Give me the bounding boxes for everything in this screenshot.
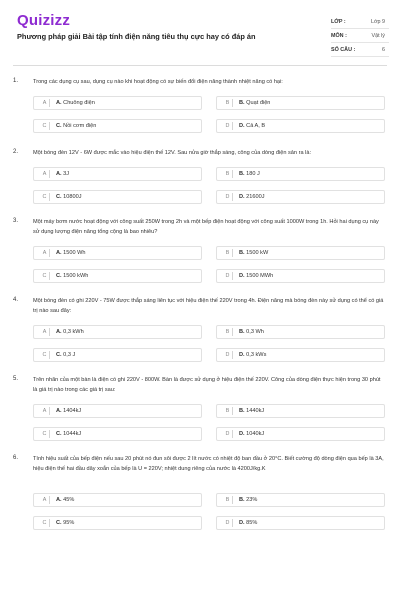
option-b[interactable] (216, 96, 385, 110)
option-label: A. (56, 250, 62, 256)
quizizz-logo[interactable]: Quizizz (17, 12, 71, 29)
header-divider (13, 65, 387, 66)
option-text (56, 191, 82, 203)
option-label: A. (56, 408, 62, 414)
question-number: 5. (13, 376, 19, 382)
option-label: D. (239, 273, 245, 279)
option-value: 1404kJ (63, 408, 82, 414)
option-letter: D (223, 351, 233, 359)
option-text (56, 405, 81, 417)
option-b[interactable] (216, 246, 385, 260)
option-value: 3J (63, 171, 70, 177)
option-a[interactable] (33, 167, 202, 181)
option-label: C. (56, 194, 62, 200)
option-letter: C (40, 351, 50, 359)
option-text (239, 120, 265, 132)
option-c[interactable] (33, 269, 202, 283)
option-letter: D (223, 519, 233, 527)
option-label: C. (56, 352, 62, 358)
option-text (239, 517, 257, 529)
option-d[interactable] (216, 190, 385, 204)
option-d[interactable] (216, 427, 385, 441)
meta-label: LỚP : (331, 18, 346, 25)
option-text (239, 168, 260, 180)
option-letter: B (223, 407, 233, 415)
option-text (56, 120, 96, 132)
option-text (239, 428, 264, 440)
option-letter: B (223, 249, 233, 257)
option-b[interactable] (216, 493, 385, 507)
question-number: 6. (13, 455, 19, 461)
meta-value: Vật lý (371, 32, 385, 39)
option-text (239, 191, 265, 203)
option-letter: D (223, 122, 233, 130)
option-label: A. (56, 171, 62, 177)
option-text (239, 97, 270, 109)
option-value: 0,3 J (63, 352, 76, 358)
option-letter: C (40, 272, 50, 280)
option-a[interactable] (33, 404, 202, 418)
question-number: 3. (13, 218, 19, 224)
option-letter: C (40, 122, 50, 130)
option-letter: A (40, 328, 50, 336)
option-d[interactable] (216, 348, 385, 362)
option-label: D. (239, 123, 245, 129)
option-label: D. (239, 520, 245, 526)
option-label: A. (56, 329, 62, 335)
option-text (56, 428, 81, 440)
option-a[interactable] (33, 325, 202, 339)
option-text (239, 247, 268, 259)
option-value: 0,3 Wh (246, 329, 264, 335)
question-number: 2. (13, 149, 19, 155)
option-text (239, 270, 273, 282)
option-b[interactable] (216, 167, 385, 181)
option-value: 85% (246, 520, 258, 526)
option-label: B. (239, 100, 245, 106)
option-letter: C (40, 193, 50, 201)
option-letter: A (40, 170, 50, 178)
question-text: Tính hiệu suất của bếp điện nếu sau 20 phút nó đun sôi được 2 lít nước có nhiệt độ ban đầu ở 20°C. Biết cường độ dòng điện qua bếp là 3A, hiệu điện thế hai đầu dây xoắn của bếp là U = 220V; nhiệt dung riêng của nước là 4200J/kg.K (33, 456, 384, 472)
option-text (56, 494, 74, 506)
option-text (56, 97, 95, 109)
option-a[interactable] (33, 96, 202, 110)
option-value: 1044kJ (63, 431, 82, 437)
option-label: B. (239, 408, 245, 414)
option-value: 1500 Wh (63, 250, 86, 256)
option-c[interactable] (33, 119, 202, 133)
option-label: D. (239, 194, 245, 200)
meta-row-question-count (331, 43, 389, 57)
option-d[interactable] (216, 269, 385, 283)
option-b[interactable] (216, 404, 385, 418)
option-c[interactable] (33, 190, 202, 204)
option-label: A. (56, 100, 62, 106)
option-letter: D (223, 193, 233, 201)
option-value: 1040kJ (246, 431, 265, 437)
option-text (239, 494, 257, 506)
option-letter: C (40, 519, 50, 527)
option-value: Nồi cơm điện (63, 123, 97, 129)
option-c[interactable] (33, 516, 202, 530)
option-value: 45% (63, 497, 75, 503)
option-value: Cả A, B (246, 123, 266, 129)
page-title: Phương pháp giải Bài tập tính điện năng tiêu thụ cực hay có đáp án (17, 32, 256, 41)
option-value: 1500 kWh (63, 273, 89, 279)
option-letter: A (40, 99, 50, 107)
option-value: 0,3 kWh (63, 329, 84, 335)
option-b[interactable] (216, 325, 385, 339)
option-text (239, 405, 264, 417)
option-letter: B (223, 328, 233, 336)
option-label: A. (56, 497, 62, 503)
option-text (56, 326, 84, 338)
option-label: C. (56, 431, 62, 437)
option-label: D. (239, 431, 245, 437)
option-text (56, 349, 75, 361)
meta-value: 6 (382, 46, 385, 53)
option-value: Quạt điện (246, 100, 271, 106)
meta-label: MÔN : (331, 32, 347, 39)
question-text: Một bóng đèn có ghi 220V - 75W được thắp sáng liên tục với hiệu điện thế 220V trong 4h. Điện năng mà bóng đèn này sử dụng có thể có giá trị nào sau đây: (33, 298, 384, 314)
option-letter: D (223, 272, 233, 280)
option-label: D. (239, 352, 245, 358)
question-text: Một máy bơm nước hoạt động với công suất 250W trong 2h và một bếp điện hoạt động với công suất 1000W trong 1h. Hỏi hai dụng cụ này sử dụng lượng điện năng tổng cộng là bao nhiêu? (33, 219, 379, 235)
option-c[interactable] (33, 427, 202, 441)
option-letter: A (40, 496, 50, 504)
option-value: 1500 kW (246, 250, 269, 256)
question-text: Trên nhãn của một bàn là điện có ghi 220V - 800W. Bàn là được sử dụng ở hiệu điện thế 220V. Công của dòng điện thực hiện trong 30 phút là giá trị nào trong các giá trị sau: (33, 377, 381, 393)
option-value: 95% (63, 520, 75, 526)
option-text (239, 349, 266, 361)
option-letter: A (40, 249, 50, 257)
option-a[interactable] (33, 493, 202, 507)
option-label: B. (239, 171, 245, 177)
option-label: B. (239, 329, 245, 335)
option-text (56, 168, 69, 180)
meta-label: SỐ CÂU : (331, 46, 356, 53)
option-d[interactable] (216, 119, 385, 133)
option-label: C. (56, 273, 62, 279)
meta-row-grade (331, 15, 389, 29)
option-letter: B (223, 496, 233, 504)
option-label: C. (56, 123, 62, 129)
option-label: B. (239, 250, 245, 256)
option-value: 1500 MWh (246, 273, 274, 279)
option-text (56, 270, 88, 282)
option-c[interactable] (33, 348, 202, 362)
option-label: B. (239, 497, 245, 503)
option-a[interactable] (33, 246, 202, 260)
option-text (56, 247, 86, 259)
option-d[interactable] (216, 516, 385, 530)
meta-row-subject (331, 29, 389, 43)
option-value: 21600J (246, 194, 265, 200)
option-text (239, 326, 264, 338)
option-value: Chuông điện (63, 100, 95, 106)
meta-panel (331, 15, 389, 57)
question-text: Trong các dụng cụ sau, dụng cụ nào khi hoạt động có sự biến đổi điện năng thành nhiệt năng có hại: (33, 79, 283, 85)
option-letter: C (40, 430, 50, 438)
option-value: 180 J (246, 171, 260, 177)
option-letter: B (223, 99, 233, 107)
question-number: 1. (13, 78, 19, 84)
option-letter: B (223, 170, 233, 178)
meta-value: Lớp 9 (370, 18, 385, 25)
question-text: Một bóng đèn 12V - 6W được mắc vào hiệu điện thế 12V. Sau nửa giờ thắp sáng, công của dòng điện sản ra là: (33, 150, 312, 156)
option-value: 10800J (63, 194, 82, 200)
option-letter: A (40, 407, 50, 415)
option-letter: D (223, 430, 233, 438)
option-text (56, 517, 74, 529)
option-label: C. (56, 520, 62, 526)
option-value: 23% (246, 497, 258, 503)
question-number: 4. (13, 297, 19, 303)
option-value: 1440kJ (246, 408, 265, 414)
option-value: 0,3 kWs (246, 352, 267, 358)
